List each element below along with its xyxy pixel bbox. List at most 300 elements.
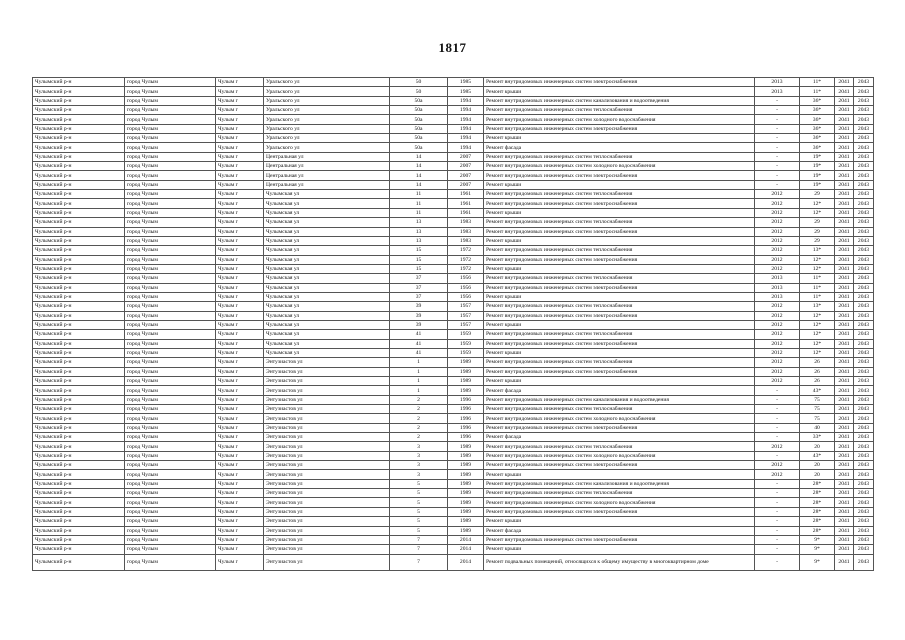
locality-type-cell: Чулым г <box>216 320 264 329</box>
table-row <box>33 171 874 180</box>
district-cell: Чулымский р-н <box>33 414 125 423</box>
year-end-cell: 2043 <box>854 377 874 386</box>
street-cell: Чулымская ул <box>264 246 390 255</box>
plan-value-cell: 43* <box>800 451 835 460</box>
year-built-cell: 1996 <box>448 433 484 442</box>
house-cell: 5 <box>390 517 448 526</box>
plan-from-cell: 2012 <box>755 320 800 329</box>
year-end-cell: 2043 <box>854 274 874 283</box>
year-start-cell: 2041 <box>835 171 854 180</box>
house-cell: 50 <box>390 78 448 87</box>
year-end-cell: 2043 <box>854 358 874 367</box>
work-type-cell: Ремонт внутридомовых инженерных систем электроснабжения <box>484 461 755 470</box>
locality-type-cell: Чулым г <box>216 106 264 115</box>
locality-cell: город Чулым <box>125 124 216 133</box>
table-row <box>33 311 874 320</box>
year-built-cell: 2014 <box>448 535 484 544</box>
work-type-cell: Ремонт крыши <box>484 264 755 273</box>
year-end-cell: 2043 <box>854 236 874 245</box>
locality-type-cell: Чулым г <box>216 292 264 301</box>
table-row <box>33 190 874 199</box>
plan-from-cell: 2012 <box>755 227 800 236</box>
house-cell: 14 <box>390 162 448 171</box>
street-cell: Энтузиастов ул <box>264 545 390 554</box>
work-type-cell: Ремонт внутридомовых инженерных систем электроснабжения <box>484 255 755 264</box>
house-cell: 39 <box>390 302 448 311</box>
work-type-cell: Ремонт внутридомовых инженерных систем холодного водоснабжения <box>484 162 755 171</box>
work-type-cell: Ремонт крыши <box>484 236 755 245</box>
street-cell: Чулымская ул <box>264 264 390 273</box>
plan-value-cell: 19* <box>800 180 835 189</box>
locality-type-cell: Чулым г <box>216 302 264 311</box>
year-end-cell: 2043 <box>854 451 874 460</box>
year-built-cell: 1959 <box>448 348 484 357</box>
locality-type-cell: Чулым г <box>216 470 264 479</box>
locality-cell: город Чулым <box>125 208 216 217</box>
house-cell: 50а <box>390 143 448 152</box>
district-cell: Чулымский р-н <box>33 152 125 161</box>
locality-type-cell: Чулым г <box>216 442 264 451</box>
year-start-cell: 2041 <box>835 199 854 208</box>
work-type-cell: Ремонт внутридомовых инженерных систем теплоснабжения <box>484 274 755 283</box>
house-cell: 3 <box>390 442 448 451</box>
year-built-cell: 1994 <box>448 143 484 152</box>
street-cell: Энтузиастов ул <box>264 358 390 367</box>
house-cell: 14 <box>390 180 448 189</box>
district-cell: Чулымский р-н <box>33 442 125 451</box>
locality-type-cell: Чулым г <box>216 507 264 516</box>
locality-type-cell: Чулым г <box>216 348 264 357</box>
house-cell: 5 <box>390 507 448 516</box>
street-cell: Чулымская ул <box>264 236 390 245</box>
locality-cell: город Чулым <box>125 218 216 227</box>
district-cell: Чулымский р-н <box>33 162 125 171</box>
work-type-cell: Ремонт внутридомовых инженерных систем теплоснабжения <box>484 152 755 161</box>
table-row <box>33 451 874 460</box>
locality-type-cell: Чулым г <box>216 78 264 87</box>
year-built-cell: 2007 <box>448 152 484 161</box>
plan-from-cell: 2013 <box>755 78 800 87</box>
house-cell: 11 <box>390 208 448 217</box>
locality-cell: город Чулым <box>125 358 216 367</box>
locality-type-cell: Чулым г <box>216 255 264 264</box>
plan-value-cell: 19* <box>800 152 835 161</box>
work-type-cell: Ремонт фасада <box>484 433 755 442</box>
district-cell: Чулымский р-н <box>33 526 125 535</box>
locality-cell: город Чулым <box>125 143 216 152</box>
plan-value-cell: 9* <box>800 554 835 570</box>
year-start-cell: 2041 <box>835 292 854 301</box>
house-cell: 41 <box>390 339 448 348</box>
plan-from-cell: - <box>755 143 800 152</box>
year-start-cell: 2041 <box>835 246 854 255</box>
district-cell: Чулымский р-н <box>33 87 125 96</box>
locality-type-cell: Чулым г <box>216 274 264 283</box>
plan-value-cell: 11* <box>800 292 835 301</box>
plan-value-cell: 28* <box>800 489 835 498</box>
district-cell: Чулымский р-н <box>33 470 125 479</box>
locality-type-cell: Чулым г <box>216 395 264 404</box>
locality-cell: город Чулым <box>125 498 216 507</box>
plan-value-cell: 28* <box>800 498 835 507</box>
year-end-cell: 2043 <box>854 143 874 152</box>
locality-type-cell: Чулым г <box>216 134 264 143</box>
street-cell: Энтузиастов ул <box>264 386 390 395</box>
plan-value-cell: 20 <box>800 442 835 451</box>
plan-value-cell: 12* <box>800 208 835 217</box>
year-end-cell: 2043 <box>854 199 874 208</box>
house-cell: 3 <box>390 451 448 460</box>
plan-value-cell: 28* <box>800 526 835 535</box>
plan-value-cell: 12* <box>800 330 835 339</box>
table-row <box>33 180 874 189</box>
table-row <box>33 115 874 124</box>
street-cell: Энтузиастов ул <box>264 377 390 386</box>
house-cell: 2 <box>390 423 448 432</box>
year-start-cell: 2041 <box>835 264 854 273</box>
year-built-cell: 1972 <box>448 264 484 273</box>
house-cell: 15 <box>390 264 448 273</box>
locality-type-cell: Чулым г <box>216 461 264 470</box>
year-start-cell: 2041 <box>835 255 854 264</box>
year-start-cell: 2041 <box>835 106 854 115</box>
locality-cell: город Чулым <box>125 311 216 320</box>
work-type-cell: Ремонт внутридомовых инженерных систем электроснабжения <box>484 283 755 292</box>
table-row <box>33 386 874 395</box>
work-type-cell: Ремонт фасада <box>484 143 755 152</box>
locality-type-cell: Чулым г <box>216 218 264 227</box>
plan-from-cell: - <box>755 451 800 460</box>
district-cell: Чулымский р-н <box>33 451 125 460</box>
work-type-cell: Ремонт фасада <box>484 526 755 535</box>
work-type-cell: Ремонт внутридомовых инженерных систем электроснабжения <box>484 171 755 180</box>
work-type-cell: Ремонт внутридомовых инженерных систем теплоснабжения <box>484 442 755 451</box>
district-cell: Чулымский р-н <box>33 395 125 404</box>
table-row <box>33 152 874 161</box>
year-end-cell: 2043 <box>854 526 874 535</box>
year-start-cell: 2041 <box>835 433 854 442</box>
work-type-cell: Ремонт крыши <box>484 208 755 217</box>
year-start-cell: 2041 <box>835 461 854 470</box>
table-row <box>33 255 874 264</box>
table-row <box>33 96 874 105</box>
plan-from-cell: 2013 <box>755 87 800 96</box>
year-end-cell: 2043 <box>854 367 874 376</box>
locality-cell: город Чулым <box>125 134 216 143</box>
table-row <box>33 470 874 479</box>
plan-value-cell: 13* <box>800 302 835 311</box>
plan-from-cell: 2012 <box>755 264 800 273</box>
house-cell: 14 <box>390 171 448 180</box>
house-cell: 11 <box>390 199 448 208</box>
locality-cell: город Чулым <box>125 106 216 115</box>
district-cell: Чулымский р-н <box>33 461 125 470</box>
table-row <box>33 87 874 96</box>
district-cell: Чулымский р-н <box>33 255 125 264</box>
street-cell: Энтузиастов ул <box>264 461 390 470</box>
street-cell: Энтузиастов ул <box>264 507 390 516</box>
street-cell: Чулымская ул <box>264 199 390 208</box>
street-cell: Энтузиастов ул <box>264 535 390 544</box>
plan-from-cell: - <box>755 479 800 488</box>
locality-type-cell: Чулым г <box>216 283 264 292</box>
year-end-cell: 2043 <box>854 208 874 217</box>
year-built-cell: 1957 <box>448 302 484 311</box>
street-cell: Чулымская ул <box>264 283 390 292</box>
street-cell: Энтузиастов ул <box>264 498 390 507</box>
district-cell: Чулымский р-н <box>33 78 125 87</box>
plan-value-cell: 75 <box>800 414 835 423</box>
district-cell: Чулымский р-н <box>33 246 125 255</box>
locality-cell: город Чулым <box>125 517 216 526</box>
year-end-cell: 2043 <box>854 283 874 292</box>
year-end-cell: 2043 <box>854 405 874 414</box>
locality-cell: город Чулым <box>125 461 216 470</box>
work-type-cell: Ремонт крыши <box>484 470 755 479</box>
year-built-cell: 1983 <box>448 227 484 236</box>
plan-value-cell: 26 <box>800 367 835 376</box>
street-cell: Энтузиастов ул <box>264 517 390 526</box>
locality-cell: город Чулым <box>125 302 216 311</box>
plan-value-cell: 12* <box>800 255 835 264</box>
street-cell: Уральского ул <box>264 96 390 105</box>
plan-from-cell: - <box>755 106 800 115</box>
street-cell: Уральского ул <box>264 115 390 124</box>
locality-type-cell: Чулым г <box>216 236 264 245</box>
plan-from-cell: 2012 <box>755 470 800 479</box>
house-cell: 1 <box>390 367 448 376</box>
locality-type-cell: Чулым г <box>216 311 264 320</box>
street-cell: Чулымская ул <box>264 302 390 311</box>
year-built-cell: 1989 <box>448 377 484 386</box>
table-row <box>33 507 874 516</box>
year-built-cell: 1972 <box>448 255 484 264</box>
locality-cell: город Чулым <box>125 320 216 329</box>
district-cell: Чулымский р-н <box>33 554 125 570</box>
street-cell: Чулымская ул <box>264 218 390 227</box>
table-row <box>33 442 874 451</box>
locality-type-cell: Чулым г <box>216 190 264 199</box>
locality-type-cell: Чулым г <box>216 87 264 96</box>
work-type-cell: Ремонт внутридомовых инженерных систем холодного водоснабжения <box>484 498 755 507</box>
plan-from-cell: - <box>755 405 800 414</box>
locality-type-cell: Чулым г <box>216 162 264 171</box>
house-cell: 50а <box>390 106 448 115</box>
year-built-cell: 1994 <box>448 134 484 143</box>
table-row <box>33 414 874 423</box>
district-cell: Чулымский р-н <box>33 405 125 414</box>
year-built-cell: 1996 <box>448 405 484 414</box>
plan-from-cell: - <box>755 545 800 554</box>
locality-cell: город Чулым <box>125 180 216 189</box>
plan-value-cell: 12* <box>800 348 835 357</box>
year-built-cell: 1989 <box>448 358 484 367</box>
house-cell: 50а <box>390 96 448 105</box>
street-cell: Чулымская ул <box>264 330 390 339</box>
plan-from-cell: - <box>755 433 800 442</box>
year-end-cell: 2043 <box>854 78 874 87</box>
year-start-cell: 2041 <box>835 377 854 386</box>
locality-type-cell: Чулым г <box>216 124 264 133</box>
year-built-cell: 2014 <box>448 545 484 554</box>
locality-type-cell: Чулым г <box>216 264 264 273</box>
plan-value-cell: 29 <box>800 236 835 245</box>
locality-cell: город Чулым <box>125 395 216 404</box>
locality-type-cell: Чулым г <box>216 377 264 386</box>
work-type-cell: Ремонт внутридомовых инженерных систем электроснабжения <box>484 535 755 544</box>
house-cell: 3 <box>390 461 448 470</box>
plan-value-cell: 13* <box>800 246 835 255</box>
table-row <box>33 134 874 143</box>
plan-value-cell: 33* <box>800 433 835 442</box>
plan-value-cell: 36* <box>800 143 835 152</box>
year-built-cell: 1959 <box>448 339 484 348</box>
year-start-cell: 2041 <box>835 339 854 348</box>
district-cell: Чулымский р-н <box>33 227 125 236</box>
table-row <box>33 236 874 245</box>
plan-from-cell: 2013 <box>755 283 800 292</box>
plan-value-cell: 36* <box>800 134 835 143</box>
locality-cell: город Чулым <box>125 78 216 87</box>
locality-type-cell: Чулым г <box>216 498 264 507</box>
year-built-cell: 1985 <box>448 78 484 87</box>
district-cell: Чулымский р-н <box>33 218 125 227</box>
work-type-cell: Ремонт внутридомовых инженерных систем электроснабжения <box>484 199 755 208</box>
work-type-cell: Ремонт крыши <box>484 348 755 357</box>
year-start-cell: 2041 <box>835 358 854 367</box>
plan-from-cell: 2012 <box>755 339 800 348</box>
locality-type-cell: Чулым г <box>216 414 264 423</box>
locality-type-cell: Чулым г <box>216 227 264 236</box>
plan-from-cell: - <box>755 171 800 180</box>
locality-cell: город Чулым <box>125 526 216 535</box>
work-type-cell: Ремонт крыши <box>484 87 755 96</box>
plan-value-cell: 12* <box>800 311 835 320</box>
locality-type-cell: Чулым г <box>216 526 264 535</box>
year-end-cell: 2043 <box>854 339 874 348</box>
plan-from-cell: 2012 <box>755 236 800 245</box>
year-end-cell: 2043 <box>854 134 874 143</box>
year-end-cell: 2043 <box>854 190 874 199</box>
table-row <box>33 498 874 507</box>
plan-from-cell: - <box>755 386 800 395</box>
work-type-cell: Ремонт внутридомовых инженерных систем холодного водоснабжения <box>484 414 755 423</box>
district-cell: Чулымский р-н <box>33 134 125 143</box>
house-cell: 1 <box>390 358 448 367</box>
year-start-cell: 2041 <box>835 405 854 414</box>
year-end-cell: 2043 <box>854 115 874 124</box>
plan-from-cell: 2012 <box>755 377 800 386</box>
plan-value-cell: 11* <box>800 87 835 96</box>
district-cell: Чулымский р-н <box>33 377 125 386</box>
table-row <box>33 423 874 432</box>
street-cell: Энтузиастов ул <box>264 405 390 414</box>
street-cell: Центральная ул <box>264 171 390 180</box>
year-built-cell: 1959 <box>448 330 484 339</box>
year-end-cell: 2043 <box>854 386 874 395</box>
street-cell: Уральского ул <box>264 106 390 115</box>
district-cell: Чулымский р-н <box>33 171 125 180</box>
table-row <box>33 330 874 339</box>
house-cell: 37 <box>390 274 448 283</box>
year-end-cell: 2043 <box>854 545 874 554</box>
house-cell: 1 <box>390 377 448 386</box>
table-row <box>33 246 874 255</box>
table-row <box>33 554 874 570</box>
year-end-cell: 2043 <box>854 479 874 488</box>
locality-type-cell: Чулым г <box>216 171 264 180</box>
district-cell: Чулымский р-н <box>33 180 125 189</box>
house-cell: 13 <box>390 227 448 236</box>
table-body <box>33 78 874 571</box>
house-cell: 50а <box>390 124 448 133</box>
year-built-cell: 1957 <box>448 320 484 329</box>
work-type-cell: Ремонт крыши <box>484 320 755 329</box>
year-start-cell: 2041 <box>835 320 854 329</box>
year-end-cell: 2043 <box>854 554 874 570</box>
locality-type-cell: Чулым г <box>216 208 264 217</box>
work-type-cell: Ремонт крыши <box>484 377 755 386</box>
plan-from-cell: - <box>755 507 800 516</box>
locality-cell: город Чулым <box>125 292 216 301</box>
year-built-cell: 2007 <box>448 180 484 189</box>
year-end-cell: 2043 <box>854 124 874 133</box>
work-type-cell: Ремонт крыши <box>484 180 755 189</box>
house-cell: 37 <box>390 283 448 292</box>
year-end-cell: 2043 <box>854 348 874 357</box>
street-cell: Уральского ул <box>264 124 390 133</box>
year-end-cell: 2043 <box>854 414 874 423</box>
year-built-cell: 1989 <box>448 451 484 460</box>
street-cell: Энтузиастов ул <box>264 451 390 460</box>
locality-cell: город Чулым <box>125 199 216 208</box>
work-type-cell: Ремонт крыши <box>484 134 755 143</box>
locality-cell: город Чулым <box>125 283 216 292</box>
table-row <box>33 162 874 171</box>
house-cell: 2 <box>390 395 448 404</box>
district-cell: Чулымский р-н <box>33 358 125 367</box>
plan-from-cell: - <box>755 162 800 171</box>
year-start-cell: 2041 <box>835 423 854 432</box>
house-cell: 5 <box>390 479 448 488</box>
street-cell: Энтузиастов ул <box>264 367 390 376</box>
year-built-cell: 1989 <box>448 507 484 516</box>
district-cell: Чулымский р-н <box>33 124 125 133</box>
district-cell: Чулымский р-н <box>33 348 125 357</box>
year-built-cell: 1957 <box>448 311 484 320</box>
year-built-cell: 1989 <box>448 470 484 479</box>
street-cell: Чулымская ул <box>264 274 390 283</box>
district-cell: Чулымский р-н <box>33 292 125 301</box>
plan-value-cell: 40 <box>800 423 835 432</box>
locality-cell: город Чулым <box>125 255 216 264</box>
year-end-cell: 2043 <box>854 152 874 161</box>
plan-from-cell: 2012 <box>755 367 800 376</box>
district-cell: Чулымский р-н <box>33 517 125 526</box>
plan-value-cell: 36* <box>800 106 835 115</box>
street-cell: Чулымская ул <box>264 320 390 329</box>
year-end-cell: 2043 <box>854 470 874 479</box>
locality-type-cell: Чулым г <box>216 489 264 498</box>
year-built-cell: 2007 <box>448 171 484 180</box>
street-cell: Уральского ул <box>264 78 390 87</box>
house-cell: 50а <box>390 115 448 124</box>
year-end-cell: 2043 <box>854 433 874 442</box>
plan-from-cell: - <box>755 423 800 432</box>
plan-value-cell: 19* <box>800 171 835 180</box>
street-cell: Энтузиастов ул <box>264 489 390 498</box>
year-end-cell: 2043 <box>854 489 874 498</box>
